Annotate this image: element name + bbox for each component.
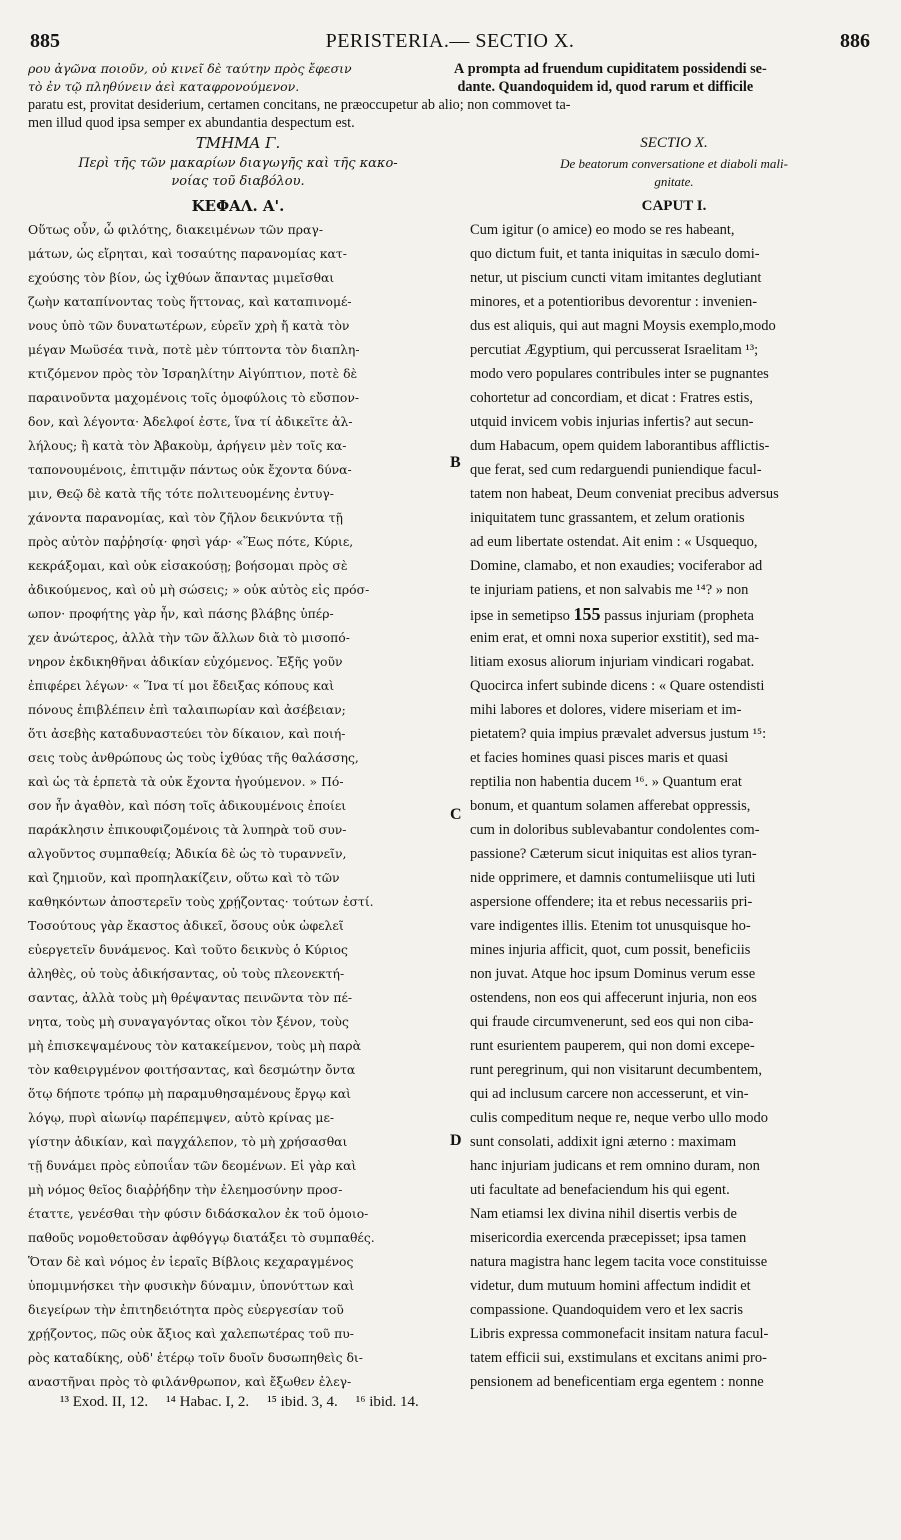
text-line: νητα, τοὺς μὴ συναγαγόντας οἴκοι τὸν ξένον, τοὺς [28,1014,349,1029]
column-number: 155 [573,604,601,624]
text-line: dum Habacum, opem quidem laborantibus afflictis- [470,438,770,454]
margin-marker-c: C [450,806,462,823]
text-line: utquid invicem vobis injurias infertis? aut secun- [470,414,754,430]
footnotes [60,1394,437,1411]
latin-column [470,132,878,1394]
text-line: καὶ ζημιοῦν, καὶ προπηλακίζειν, οὕτω καὶ τὸ τῶν [28,870,340,885]
text-line: misericordia exercenda præcepisset; ipsa tamen [470,1230,747,1246]
text-line: pensionem ad beneficentiam erga egentem : nonne [470,1374,764,1390]
text-line: passione? Cæterum sicut iniquitas est alios tyran- [470,846,757,862]
text-line: Domine, clamabo, et non exaudies; vociferabor ad [470,558,763,574]
text-line: ρὸς καταδίκης, οὐδ' ἑτέρῳ τοῖν δυοῖν δυσωπηθεὶς δι- [28,1350,363,1365]
text-line: netur, ut piscium cuncti vitam imitantes deglutiant [470,270,762,286]
text-line: παράκλησιν ἐπικουφιζομένοις τὰ λυπηρὰ τοῦ συν- [28,822,347,837]
text-line: ostendens, non eos qui affecerunt injuria, non eos [470,990,757,1006]
text-line: διεγείρων τὴν ἐπιτηδειότητα πρὸς εὐεργεσίαν τοῦ [28,1302,344,1317]
intro-latin-line: dante. Quandoquidem id, quod rarum et difficile [457,79,754,95]
text-line: iniquitatem tunc grassantem, et zelum orationis [470,510,745,526]
text-line: σον ἦν ἀγαθὸν, καὶ πόση τοῖς ἀδικουμένοις ἐποίει [28,798,347,813]
running-head [30,30,870,56]
margin-marker-b: B [450,454,461,471]
intro-latin-full-line: paratu est, provitat desiderium, certamen concitans, ne præoccupetur ab alio; non commovet ta- [28,97,571,113]
text-line: quo dictum fuit, et tanta iniquitas in sæculo domi- [470,246,760,262]
intro-line [28,78,880,96]
text-line: Ὅταν δὲ καὶ νόμος ἐν ἱεραῖς Βίβλοις κεχαραγμένος [28,1254,354,1269]
text-line: πόνους ἐπιβλέπειν ἐπὶ ταλαιπωρίαν καὶ ἀσέβειαν; [28,702,346,717]
text-line: cohortetur ad concordiam, et dicat : Fratres estis, [470,390,754,406]
text-line: δον, καὶ λέγοντα· Ἀδελφοί ἐστε, ἵνα τί ἀδικεῖτε ἀλ- [28,414,353,429]
text-line: μιν, Θεῷ δὲ κατὰ τῆς τότε πολιτευομένης ἐντυγ- [28,486,334,501]
text-line: Cum igitur (o amice) eo modo se res habeant, [470,222,735,238]
text-line: mihi labores et dolores, videre miseriam et im- [470,702,742,718]
text-line: τῇ δυνάμει πρὸς εὐποιΐαν τῶν δεομένων. Εἰ γὰρ καὶ [28,1158,357,1173]
text-line: Quocirca infert subinde dicens : « Quare ostendisti [470,678,765,694]
text-line: ὅτι ἀσεβὴς καταδυναστεύει τὸν δίκαιον, καὶ ποιή- [28,726,346,741]
text-line: χάνοντα παρανομίας, καὶ τὸν ζῆλον δεικνύντα τῇ [28,510,343,525]
greek-subtitle-line: νοίας τοῦ διαβόλου. [171,174,305,189]
latin-subtitle-line: De beatorum conversatione et diaboli mali- [560,156,788,171]
text-line: λήλους; ἢ κατὰ τὸν Ἀβακοὺμ, ἀρήγειν μὲν τοῖς κα- [28,438,347,453]
text-line: ἀδικούμενος, καὶ οὐ μὴ σώσεις; » οὐκ αὐτὸς εἰς πρόσ- [28,582,370,597]
text-line: te injuriam patiens, et non salvabis me ¹⁴? » non [470,582,749,598]
text-line: τὸν καθειργμένον φοιτήσαντας, καὶ δεσμώτην ὄντα [28,1062,356,1077]
footnote: ¹⁶ ibid. 14. [355,1394,419,1410]
text-line: καθηκόντων ἀποστερεῖν τοὺς χρῄζοντας· τούτων ἐστί. [28,894,374,909]
intro-line [28,60,880,78]
text-line: et facies homines quasi pisces maris et quasi [470,750,729,766]
text-line: μὴ νόμος θεῖος διαῤῥήδην τὴν ἐλεημοσύνην προσ- [28,1182,343,1197]
footnote: ¹⁵ ibid. 3, 4. [267,1394,338,1410]
text-line: λόγῳ, πυρὶ αἰωνίῳ παρέπεμψεν, αὐτὸ κρίνας με- [28,1110,335,1125]
text-line: μάτων, ὡς εἴρηται, καὶ τοσαύτης παρανομίας κατ- [28,246,347,261]
text-line: ωπον· προφήτης γὰρ ἦν, καὶ πάσης βλάβης ὑπέρ- [28,606,334,621]
text-line: dus est aliquis, qui aut magni Moysis exemplo,modo [470,318,776,334]
text-line: pietatem? quia impius prævalet adversus justum ¹⁵: [470,726,767,742]
text-line: εὐεργετεῖν δυνάμενος. Καὶ τοῦτο δεικνὺς ὁ Κύριος [28,942,348,957]
text-fragment: passus injuriam (propheta [604,608,754,624]
text-line: vare indigentes illis. Etenim tot unusquisque ho- [470,918,751,934]
text-line: aspersione offendere; ita et rebus necessariis pri- [470,894,753,910]
margin-marker-a: A [454,61,465,77]
text-line: Τοσούτους γὰρ ἕκαστος ἀδικεῖ, ὅσους οὐκ ὠφελεῖ [28,918,344,933]
text-line: αλγοῦντος συμπαθείᾳ; Ἀδικία δὲ ὡς τὸ τυραννεῖν, [28,846,347,861]
text-line: natura magistra hanc legem tacita voce constituisse [470,1254,768,1270]
text-line: παθοῦς νομοθετοῦσαν ἀφθόγγῳ διατάξει τὸ συμπαθές. [28,1230,375,1245]
text-line: bonum, et quantum solamen afferebat oppressis, [470,798,751,814]
page-number-left: 885 [30,30,60,52]
margin-marker-d: D [450,1132,462,1149]
page-number-right: 886 [840,30,870,52]
text-line: runt esurientem pauperem, qui non domi excepe- [470,1038,755,1054]
text-line: ταπονουμένοις, ἐπιτιμᾷν πάντως οὐκ ἔχοντα δύνα- [28,462,352,477]
text-line: χεν ἀνώτερος, ἀλλὰ τὴν τῶν ἄλλων διὰ τὸ μισοπό- [28,630,350,645]
text-line: μὴ ἐπισκεψαμένους τὸν κατακείμενον, τοὺς μὴ παρὰ [28,1038,361,1053]
latin-subtitle-line: gnitate. [654,174,694,189]
text-line: nide opprimere, et damnis contumeliisque uti luti [470,870,756,886]
text-line: hanc injuriam judicans et rem omnino duram, non [470,1158,760,1174]
text-line: modo vero populares contribules inter se pugnantes [470,366,769,382]
text-line: runt peregrinum, qui non visitarunt decumbentem, [470,1062,762,1078]
text-line: ἐπιφέρει λέγων· « Ἵνα τί μοι ἔδειξας κόπους καὶ [28,678,335,693]
text-line: σαντας, ἀλλὰ τοὺς μὴ θρέψαντας πεινῶντα τὸν πέ- [28,990,353,1005]
greek-subtitle-line: Περὶ τῆς τῶν μακαρίων διαγωγῆς καὶ τῆς κακο- [78,156,398,171]
text-line: Οὕτως οὖν, ὦ φιλότης, διακειμένων τῶν πραγ- [28,222,324,237]
text-line: έταττε, γενέσθαι τὴν φύσιν διδάσκαλον ἐκ τοῦ ὁμοιο- [28,1206,369,1221]
text-line [470,602,878,626]
text-line: Libris expressa commonefacit insitam natura facul- [470,1326,769,1342]
text-line: tatem non habeat, Deum conveniat precibus adversus [470,486,779,502]
text-line: ὅτῳ δήποτε τρόπῳ μὴ παραμυθησαμένους ἔργῳ καὶ [28,1086,351,1101]
text-line: videtur, dum mutuum homini affectum indidit et [470,1278,751,1294]
text-line: minores, et a potentioribus devorentur : invenien- [470,294,758,310]
text-line: κεκράξομαι, καὶ οὐκ εἰσακούσῃ; βοήσομαι πρὸς σὲ [28,558,348,573]
text-line: non juvat. Atque hoc ipsum Dominus verum esse [470,966,756,982]
text-line: πρὸς αὐτὸν παῤῥησίᾳ· φησὶ γάρ· «Ἕως πότε, Κύριε, [28,534,354,549]
intro-block [28,60,880,132]
text-line: percutiat Ægyptium, qui percusserat Israelitam ¹³; [470,342,759,358]
text-line: γίστην ἀδικίαν, καὶ παγχάλεπον, τὸ μὴ χρήσασθαι [28,1134,348,1149]
text-line: ad eum libertate ostendat. Ait enim : « Usquequo, [470,534,758,550]
intro-latin-line: prompta ad fruendum cupiditatem possidendi se- [467,61,767,77]
text-line: σεις τοὺς ἀνθρώπους ὡς τοὺς ἰχθύας τῆς θαλάσσης, [28,750,359,765]
text-line: cum in doloribus sublevabantur condolentes com- [470,822,760,838]
text-line: mines injuria afficit, quot, cum possit, beneficiis [470,942,751,958]
latin-chapter-title: CAPUT I. [641,198,707,214]
intro-greek-line: τὸ ἐν τῷ πληθύνειν ἀεὶ καταφρονούμενον. [28,79,300,94]
running-title: PERISTERIA.— SECTIO X. [325,30,575,52]
text-line: sunt consolati, addixit igni æterno : maximam [470,1134,737,1150]
footnote: ¹³ Exod. II, 12. [60,1394,149,1410]
text-line: Nam etiamsi lex divina nihil disertis verbis de [470,1206,737,1222]
text-line: χρῄζοντος, πῶς οὐκ ἄξιος καὶ χαλεπωτέρας τοῦ πυ- [28,1326,354,1341]
text-line: tatem efficii sui, exstimulans et excitans animi pro- [470,1350,767,1366]
text-line: litiam exosus aliorum injuriam vindicari rogabat. [470,654,755,670]
intro-greek-line: ρου ἀγῶνα ποιοῦν, οὐ κινεῖ δὲ ταύτην πρὸς ἔφεσιν [28,61,352,76]
text-line: μέγαν Μωϋσέα τινὰ, ποτὲ μὲν τύπτοντα τὸν διαπλη- [28,342,360,357]
text-line: compassione. Quandoquidem vero et lex sacris [470,1302,744,1318]
text-line: enim erat, et omni noxa superior exstitit), sed ma- [470,630,760,646]
greek-chapter-title: ΚΕΦΑΛ. Α'. [191,197,285,215]
intro-latin-full-line: men illud quod ipsa semper ex abundantia despectum est. [28,115,355,131]
text-line: qui fraude circumvenerunt, sed eos qui non ciba- [470,1014,754,1030]
text-line: νους ὑπὸ τῶν δυνατωτέρων, εὑρεῖν χρὴ ἤ κατὰ τὸν [28,318,350,333]
text-line: νηρον ἐκδικηθῆναι ἀδικίαν εὐχόμενος. Ἐξῆς γοῦν [28,654,343,669]
text-line: culis compeditum neque re, neque verbo ullo modo [470,1110,768,1126]
text-line: reptilia non habentia ducem ¹⁶. » Quantum erat [470,774,742,790]
greek-section-title: ΤΜΗΜΑ Γ. [195,134,281,152]
text-line: αναστῆναι πρὸς τὸ φιλάνθρωπον, καὶ ἔξωθεν ἐλεγ- [28,1374,352,1389]
footnote: ¹⁴ Habac. I, 2. [166,1394,250,1410]
text-line: εχούσης τὸν βίον, ὡς ἰχθύων ἅπαντας μιμεῖσθαι [28,270,335,285]
text-line: qui ad inclusum carcere non accesserunt, et vin- [470,1086,749,1102]
text-fragment: ipse in semetipso [470,608,570,624]
text-line: ὑπομιμνήσκει τὴν φυσικὴν δύναμιν, ὑπονύττων καὶ [28,1278,355,1293]
greek-column [28,132,448,1394]
text-line: ζωὴν καταπίνοντας τοὺς ἥττονας, καὶ καταπινομέ- [28,294,352,309]
text-line: que ferat, sed cum redarguendi puniendique facul- [470,462,762,478]
latin-section-title: SECTIO X. [640,135,708,151]
text-line: παραινοῦντα μαχομένοις τοῖς ὁμοφύλοις τὸ εὔσπον- [28,390,360,405]
text-line: uti facultate ad benefaciendum his qui egent. [470,1182,730,1198]
text-line: κτιζόμενον πρὸς τὸν Ἰσραηλίτην Αἰγύπτιον, ποτὲ δὲ [28,366,358,381]
text-line: ἀληθὲς, οὐ τοὺς ἀδικήσαντας, οὐ τοὺς πλεονεκτή- [28,966,345,981]
text-line: καὶ ὡς τὰ ἑρπετὰ τὰ οὐκ ἔχοντα ἡγούμενον. » Πό- [28,774,344,789]
